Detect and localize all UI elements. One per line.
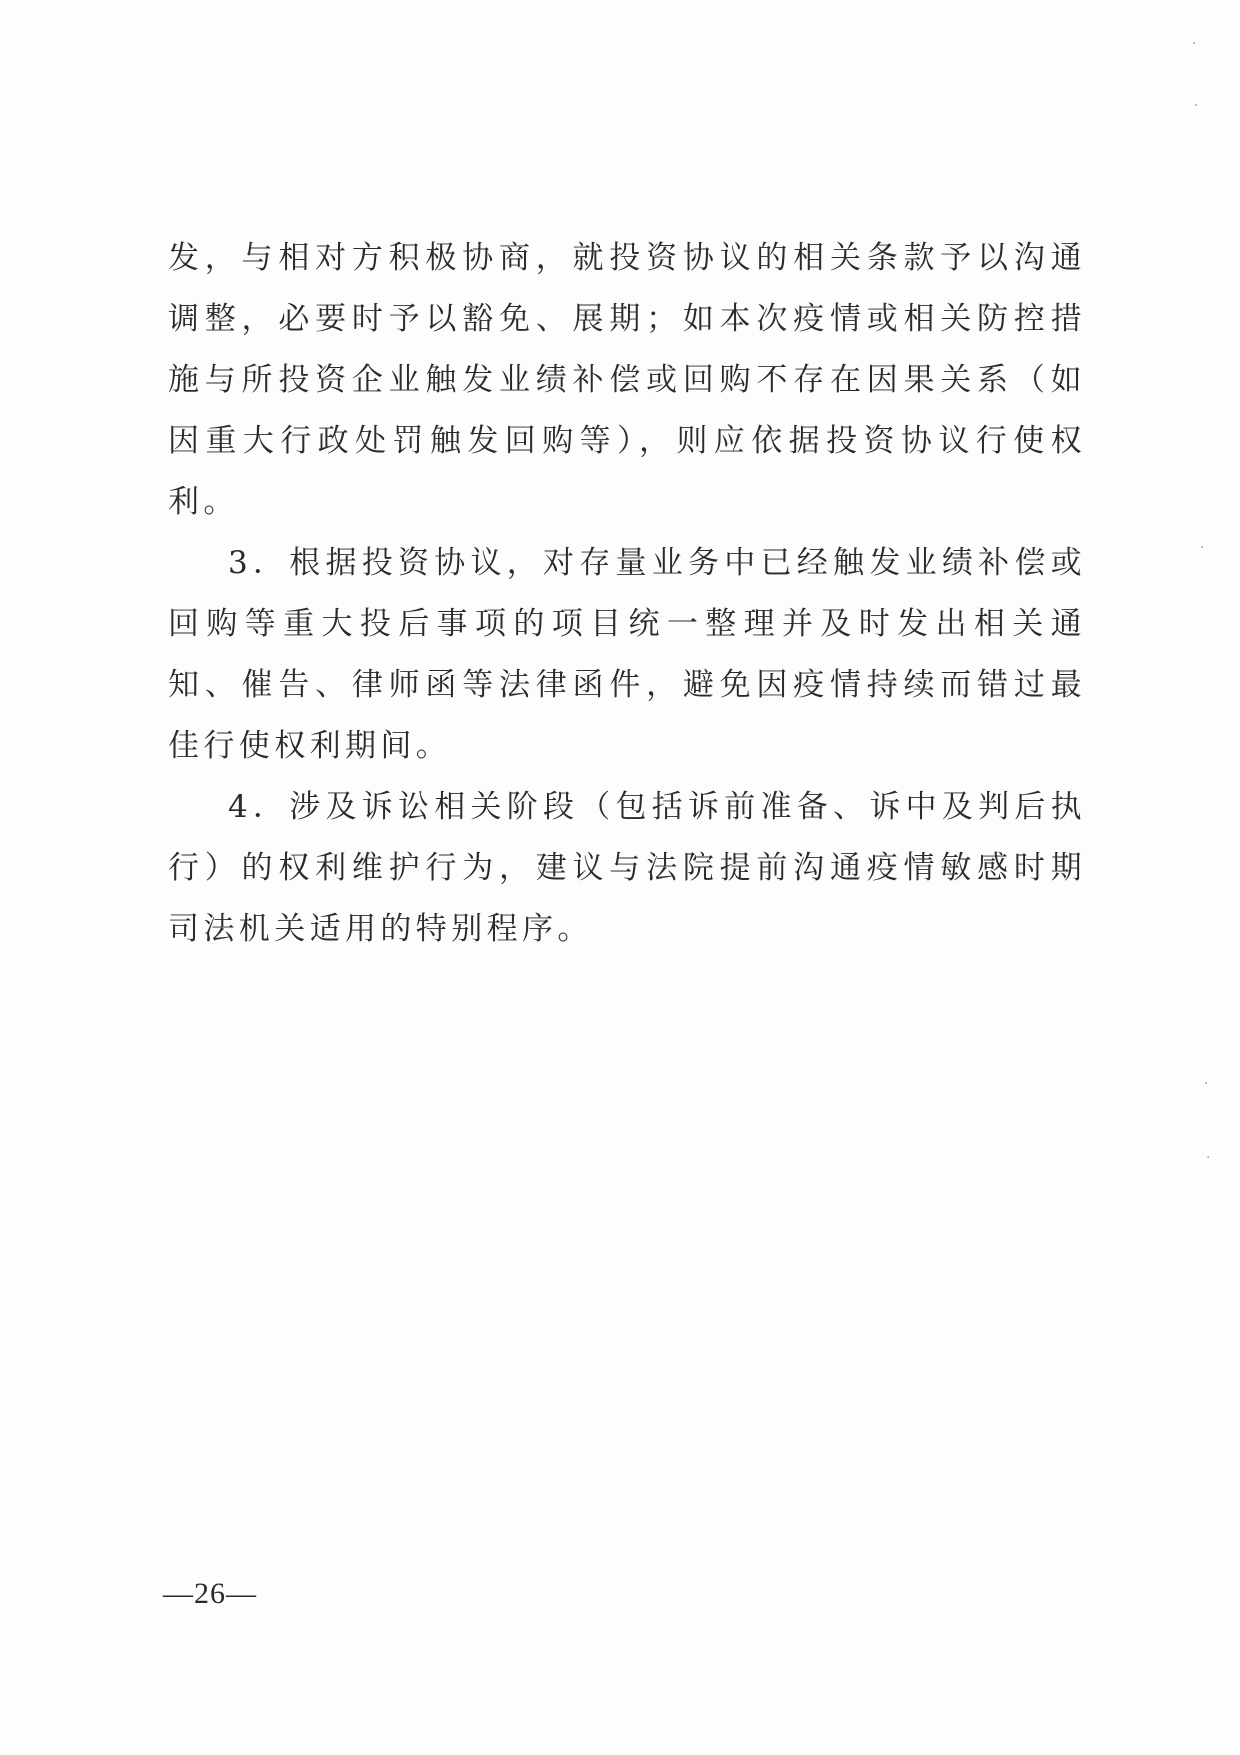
scan-artifact-mark: · (1206, 1150, 1211, 1166)
scan-artifact-mark: · (1192, 36, 1197, 52)
paragraph-item-3: 3．根据投资协议，对存量业务中已经触发业绩补偿或回购等重大投后事项的项目统一整理并及时发出相关通知、催告、律师函等法律函件，避免因疫情持续而错过最佳行使权利期间。 (168, 545, 1086, 764)
page-number: —26— (163, 1577, 257, 1610)
body-text (168, 228, 1086, 960)
scan-artifact-mark: · (1204, 1076, 1209, 1092)
paragraph-item-4: 4．涉及诉讼相关阶段（包括诉前准备、诉中及判后执行）的权利维护行为，建议与法院提前沟通疫情敏感时期司法机关适用的特别程序。 (168, 789, 1086, 947)
scan-artifact-mark: · (1200, 540, 1205, 556)
scan-artifact-mark: · (1194, 98, 1199, 114)
paragraph-continuation: 发，与相对方积极协商，就投资协议的相关条款予以沟通调整，必要时予以豁免、展期；如本次疫情或相关防控措施与所投资企业触发业绩补偿或回购不存在因果关系（如因重大行政处罚触发回购等），则应依据投资协议行使权利。 (168, 240, 1086, 520)
